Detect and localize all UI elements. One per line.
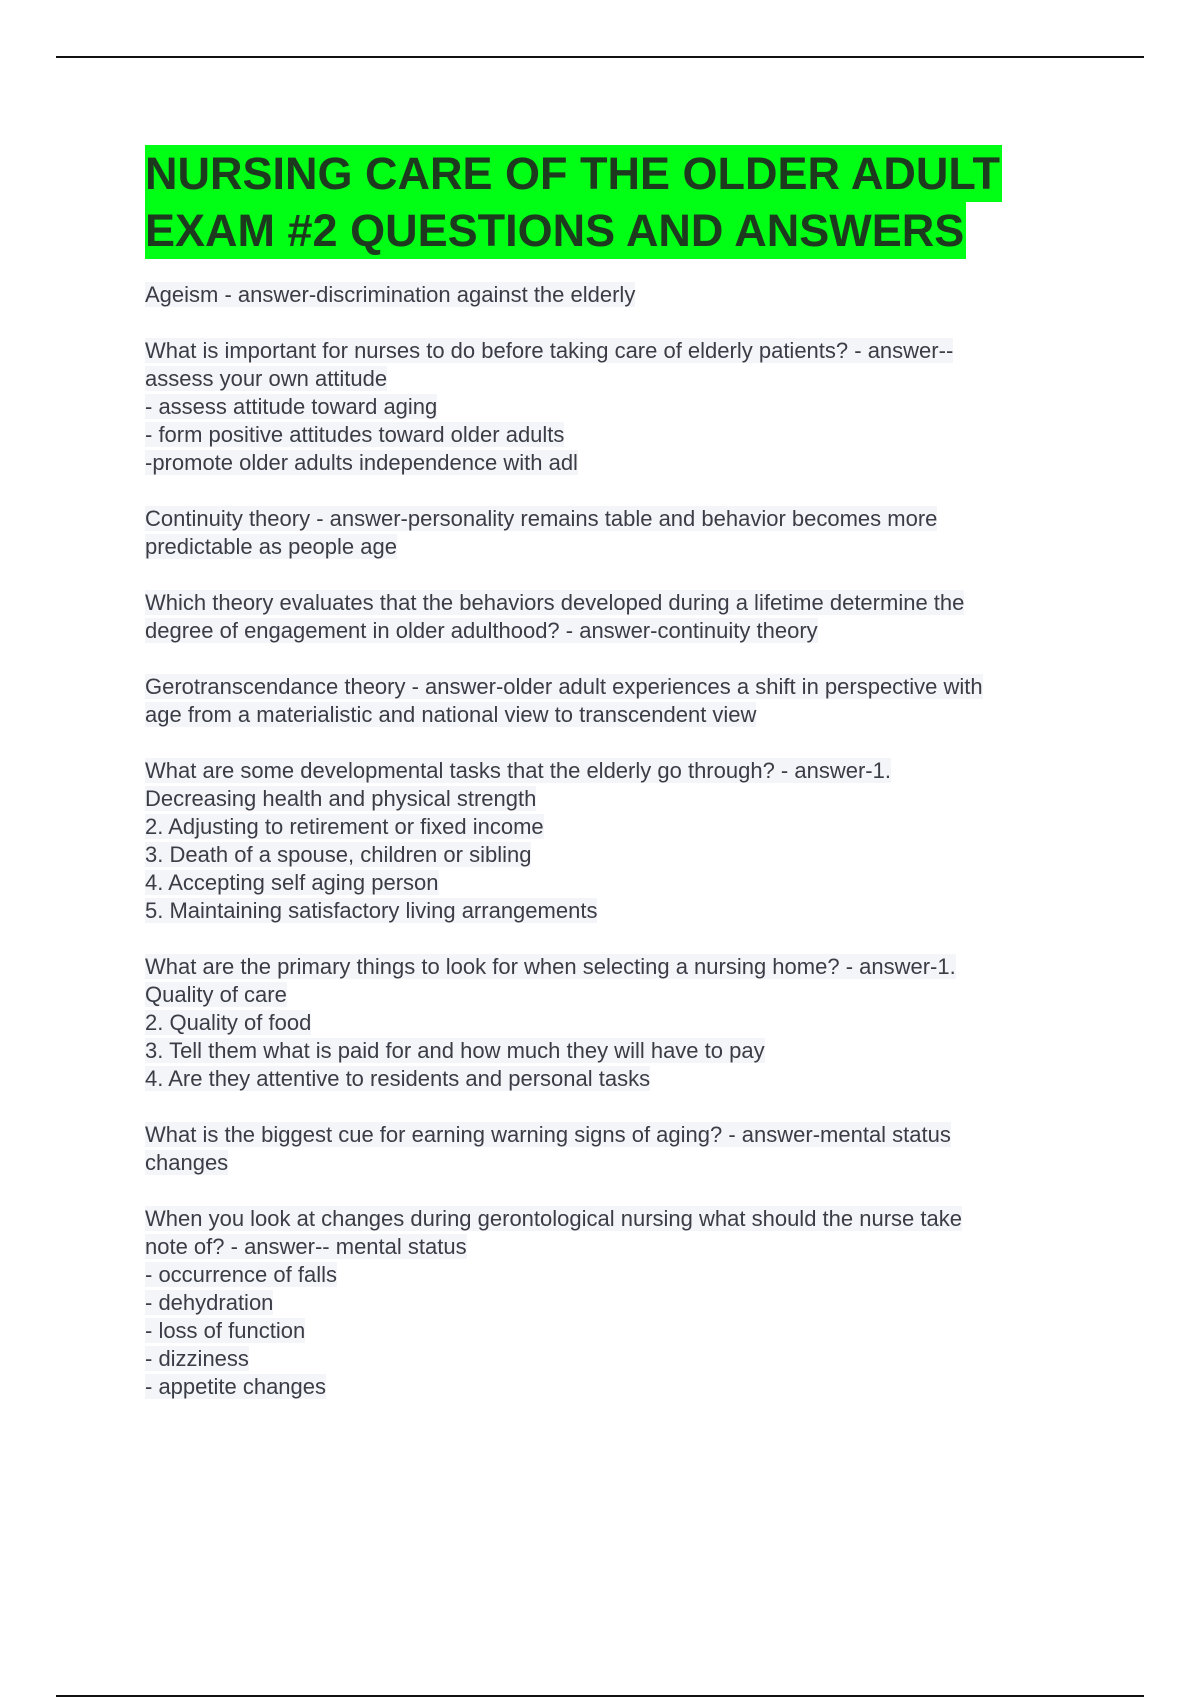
qa-text-line: age from a materialistic and national view to transcendent view xyxy=(145,702,757,727)
qa-entry xyxy=(145,589,1075,645)
qa-text-line: What are the primary things to look for when selecting a nursing home? - answer-1. xyxy=(145,954,956,979)
qa-text-line: Gerotranscendance theory - answer-older adult experiences a shift in perspective with xyxy=(145,674,983,699)
qa-entry xyxy=(145,757,1075,925)
qa-text-line: -promote older adults independence with adl xyxy=(145,450,578,475)
qa-text-line: Continuity theory - answer-personality remains table and behavior becomes more xyxy=(145,506,938,531)
qa-text-line: - dizziness xyxy=(145,1346,249,1371)
qa-entry xyxy=(145,505,1075,561)
qa-text-line: changes xyxy=(145,1150,229,1175)
bottom-rule xyxy=(56,1695,1144,1697)
qa-text-line: - assess attitude toward aging xyxy=(145,394,438,419)
qa-entry xyxy=(145,1121,1075,1177)
qa-entry xyxy=(145,953,1075,1093)
qa-text-line: 2. Adjusting to retirement or fixed income xyxy=(145,814,544,839)
qa-text-line: - dehydration xyxy=(145,1290,274,1315)
qa-text-line: - form positive attitudes toward older adults xyxy=(145,422,565,447)
qa-text-line: predictable as people age xyxy=(145,534,397,559)
title-line: EXAM #2 QUESTIONS AND ANSWERS xyxy=(145,202,966,259)
qa-text-line: What is the biggest cue for earning warning signs of aging? - answer-mental status xyxy=(145,1122,951,1147)
qa-text-line: When you look at changes during gerontological nursing what should the nurse take xyxy=(145,1206,962,1231)
qa-text-line: Decreasing health and physical strength xyxy=(145,786,537,811)
qa-text-line: degree of engagement in older adulthood? - answer-continuity theory xyxy=(145,618,818,643)
top-rule xyxy=(56,56,1144,58)
qa-text-line: note of? - answer-- mental status xyxy=(145,1234,467,1259)
qa-text-line: 5. Maintaining satisfactory living arrangements xyxy=(145,898,598,923)
qa-entry xyxy=(145,337,1075,477)
title-line: NURSING CARE OF THE OLDER ADULT xyxy=(145,145,1002,202)
qa-entry xyxy=(145,1205,1075,1401)
qa-text-line: 3. Tell them what is paid for and how much they will have to pay xyxy=(145,1038,765,1063)
qa-text-line: What is important for nurses to do before taking care of elderly patients? - answer-- xyxy=(145,338,954,363)
qa-text-line: - appetite changes xyxy=(145,1374,327,1399)
qa-text-line: What are some developmental tasks that the elderly go through? - answer-1. xyxy=(145,758,891,783)
qa-text-line: - loss of function xyxy=(145,1318,306,1343)
qa-text-line: 4. Are they attentive to residents and personal tasks xyxy=(145,1066,651,1091)
document-title xyxy=(145,145,1075,259)
document-body xyxy=(145,145,1075,1429)
qa-text-line: 2. Quality of food xyxy=(145,1010,312,1035)
qa-text-line: 3. Death of a spouse, children or sibling xyxy=(145,842,532,867)
qa-text-line: Ageism - answer-discrimination against the elderly xyxy=(145,282,636,307)
qa-entry xyxy=(145,281,1075,309)
qa-entry xyxy=(145,673,1075,729)
qa-text-line: Which theory evaluates that the behaviors developed during a lifetime determine the xyxy=(145,590,965,615)
qa-text-line: 4. Accepting self aging person xyxy=(145,870,439,895)
qa-text-line: Quality of care xyxy=(145,982,287,1007)
qa-text-line: assess your own attitude xyxy=(145,366,388,391)
qa-text-line: - occurrence of falls xyxy=(145,1262,337,1287)
